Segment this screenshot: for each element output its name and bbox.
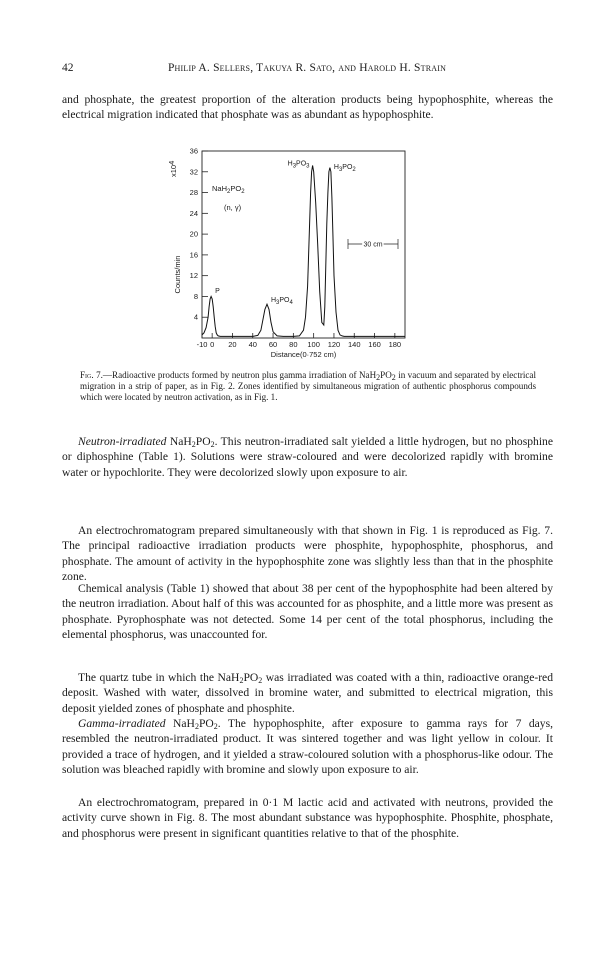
paragraph-electrochromatogram: An electrochromatogram prepared simultaneously with that shown in Fig. 1 is reproduced as Fig. 7. The principal radioactive irradiation products were phosphite, hypophosphite, phosphorus, and phosphate. The amount of activity in the hypophosphite zone was slightly less than that in the phosphite zone. bbox=[62, 524, 553, 583]
x-tick-label: 0 bbox=[210, 340, 215, 349]
y-tick-label: 32 bbox=[189, 167, 198, 177]
y-tick-label: 12 bbox=[189, 271, 198, 281]
peak-label: H3PO3 bbox=[287, 160, 310, 170]
formula-mid: PO bbox=[243, 671, 259, 684]
compound-formula: NaH bbox=[169, 435, 192, 448]
formula-mid: PO bbox=[195, 435, 211, 448]
paragraph-quartz-tube bbox=[62, 670, 553, 716]
formula-sub: 2 bbox=[210, 440, 215, 449]
x-tick-label: 20 bbox=[228, 340, 237, 349]
compound-formula: NaH bbox=[173, 717, 195, 730]
paragraph-text: was irradiated was coated with a thin, radioactive orange-red deposit. Washed with water, dissolved in bromine water, and submitted to electrical migration, this deposit yielded zones of phosphate and phosphite. bbox=[62, 671, 554, 715]
caption-sub-2: 2 bbox=[391, 373, 396, 382]
caption-sub-1: 2 bbox=[376, 373, 381, 382]
y-multiplier-label: x104 bbox=[167, 160, 178, 177]
x-axis-label: Distance(0·752 cm) bbox=[270, 350, 337, 359]
y-tick-label: 20 bbox=[189, 229, 198, 239]
x-tick-label: 40 bbox=[248, 340, 257, 349]
x-tick-label: 140 bbox=[347, 340, 361, 349]
paragraph-continuation: and phosphate, the greatest proportion of the alteration products being hypophosphite, whereas the electrical migration indicated that phosphate was as abundant as hypophosphite. bbox=[62, 93, 553, 122]
formula-mid: PO bbox=[198, 717, 214, 730]
x-tick-label: 80 bbox=[289, 340, 298, 349]
peak-label: H3PO4 bbox=[270, 297, 293, 307]
peak-label: P bbox=[215, 287, 220, 295]
x-tick-label: 100 bbox=[307, 340, 320, 349]
paragraph-text: . This neutron-irradiated salt yielded a little hydrogen, but no phosphine or diphosphine (Table 1). Solutions were straw-coloured and were decolorized rapidly with bromine water or hypochlorite. They were decolorized slowly upon exposure to air. bbox=[62, 435, 553, 479]
x-tick-label: 60 bbox=[268, 340, 278, 349]
paragraph-lactic-acid: An electrochromatogram, prepared in 0·1 M lactic acid and activated with neutrons, provided the activity curve shown in Fig. 8. The most abundant substance was hypophosphite. Phosphite, phosphate, and phosphorus were present in significant quantities relative to that of the phosphite. bbox=[62, 796, 553, 840]
page-header bbox=[62, 62, 552, 78]
page-number: 42 bbox=[62, 62, 74, 74]
compound-annotation: $NaH_2PO_2$ bbox=[212, 183, 245, 195]
formula-sub: 2 bbox=[213, 722, 218, 731]
caption-text-b: PO bbox=[380, 370, 392, 380]
run-in-heading: Neutron-irradiated bbox=[78, 435, 167, 448]
y-tick-label: 28 bbox=[189, 188, 198, 198]
caption-text-a: —Radioactive products formed by neutron plus gamma irradiation of NaH bbox=[102, 370, 377, 380]
x-tick-label: 180 bbox=[388, 340, 402, 349]
paragraph-text: . The hypophosphite, after exposure to gamma rays for 7 days, resembled the neutron-irradiated product. It was sintered together and was light yellow in colour. It provided a trace of hydrogen, and it yielded a straw-coloured solution with a phosphorus-like odour. The solution was bleached rapidly with bromine and slowly upon exposure to air. bbox=[62, 717, 553, 776]
x-tick-label: 160 bbox=[368, 340, 381, 349]
y-axis-label: Counts/min bbox=[173, 255, 182, 294]
y-tick-label: 4 bbox=[193, 312, 198, 322]
figure-caption bbox=[80, 370, 536, 403]
y-tick-label: 16 bbox=[189, 250, 198, 260]
paragraph-gamma-irradiated bbox=[62, 716, 553, 777]
y-tick-label: 36 bbox=[189, 146, 198, 156]
paragraph-chemical-analysis: Chemical analysis (Table 1) showed that about 38 per cent of the hypophosphite had been altered by the neutron irradiation. About half of this was accounted for as phosphite, and a little more was present as phosphate. Pyrophosphate was not detected. Some 14 per cent of the total phosphorus, including the elemental phosphorus, was unaccounted for. bbox=[62, 582, 553, 641]
y-tick-label: 8 bbox=[193, 291, 198, 301]
formula-sub: 2 bbox=[239, 676, 244, 685]
paragraph-text: The quartz tube in which the NaH bbox=[78, 671, 240, 684]
reaction-annotation: (n, γ) bbox=[224, 203, 242, 213]
scale-bar-label: 30 cm bbox=[363, 241, 383, 249]
formula-sub: 2 bbox=[258, 676, 263, 685]
y-tick-label: 24 bbox=[189, 208, 198, 218]
formula-sub: 2 bbox=[191, 440, 196, 449]
caption-text-c: in vacuum and separated by electrical migration in a strip of paper, as in Fig. 2. Zones identified by simultaneous migration of authentic phosphorus compounds which were located by neutron activation, as in Fig. 1. bbox=[80, 370, 536, 402]
run-in-heading: Gamma-irradiated bbox=[78, 717, 166, 730]
activity-chart bbox=[140, 143, 440, 365]
caption-label: Fig. 7. bbox=[80, 370, 103, 380]
x-tick-label: -10 bbox=[196, 340, 208, 349]
formula-sub: 2 bbox=[194, 722, 199, 731]
x-tick-label: 120 bbox=[327, 340, 341, 349]
figure-7-electrochromatogram bbox=[140, 143, 440, 365]
running-head-authors: Philip A. Sellers, Takuya R. Sato, and Harold H. Strain bbox=[167, 62, 447, 74]
paragraph-neutron-irradiated bbox=[62, 434, 553, 480]
peak-label: H3PO2 bbox=[333, 164, 356, 174]
